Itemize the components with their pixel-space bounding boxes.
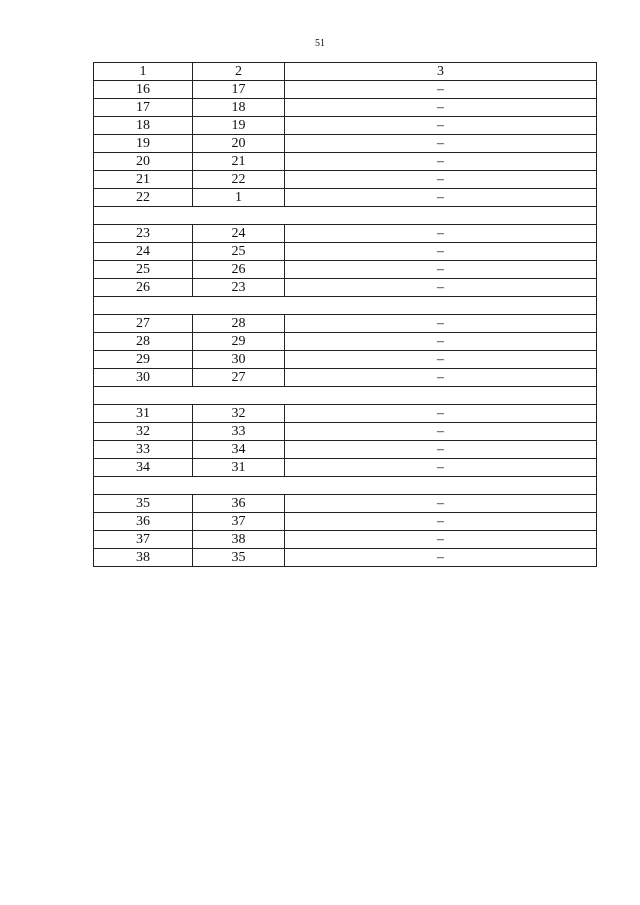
table-separator-cell [94,387,597,405]
table-header-row [94,63,597,81]
table-cell: 35 [94,495,193,513]
table-row [94,153,597,171]
table-row [94,225,597,243]
table-cell: 37 [193,513,285,531]
table-row [94,243,597,261]
table-group-separator-row [94,477,597,495]
table-cell: – [285,315,597,333]
table-header-cell: 1 [94,63,193,81]
table-row [94,315,597,333]
table-cell: 28 [193,315,285,333]
document-table [93,62,597,567]
table-cell: – [285,225,597,243]
table-cell: 25 [193,243,285,261]
table-cell: 18 [94,117,193,135]
table-cell: 20 [94,153,193,171]
table-cell: – [285,171,597,189]
table-cell: 23 [193,279,285,297]
table-cell: 34 [94,459,193,477]
table-cell: – [285,279,597,297]
table-cell: – [285,405,597,423]
table-header-cell: 2 [193,63,285,81]
table-cell: – [285,549,597,567]
table-cell: – [285,117,597,135]
table-cell: 19 [193,117,285,135]
table-row [94,171,597,189]
table-row [94,279,597,297]
table-cell: 36 [193,495,285,513]
table-cell: – [285,189,597,207]
table-separator-cell [94,297,597,315]
table-cell: 22 [94,189,193,207]
table-cell: – [285,513,597,531]
table-cell: 36 [94,513,193,531]
table-cell: – [285,423,597,441]
table-cell: 29 [193,333,285,351]
table-cell: 26 [94,279,193,297]
table-body [94,81,597,567]
table-group-separator-row [94,297,597,315]
table-cell: 38 [94,549,193,567]
table-row [94,423,597,441]
table-group-separator-row [94,387,597,405]
table-cell: 29 [94,351,193,369]
table-cell: 24 [193,225,285,243]
table-cell: 33 [193,423,285,441]
table-cell: – [285,99,597,117]
table-cell: – [285,135,597,153]
table-cell: – [285,351,597,369]
table-row [94,351,597,369]
table-cell: 30 [193,351,285,369]
table-cell: 27 [193,369,285,387]
table-cell: 33 [94,441,193,459]
table-cell: 22 [193,171,285,189]
table-cell: 38 [193,531,285,549]
table-row [94,369,597,387]
table-row [94,135,597,153]
document-table-container [93,62,596,567]
table-cell: – [285,531,597,549]
table-cell: 26 [193,261,285,279]
table-cell: – [285,369,597,387]
table-separator-cell [94,477,597,495]
page-number: 51 [315,38,325,49]
table-cell: 27 [94,315,193,333]
table-row [94,189,597,207]
table-header-cell: 3 [285,63,597,81]
table-cell: 19 [94,135,193,153]
table-row [94,459,597,477]
table-cell: 21 [94,171,193,189]
table-group-separator-row [94,207,597,225]
table-row [94,549,597,567]
table-cell: – [285,261,597,279]
table-cell: 17 [94,99,193,117]
table-cell: 24 [94,243,193,261]
table-cell: 25 [94,261,193,279]
table-cell: – [285,153,597,171]
table-row [94,513,597,531]
table-cell: 21 [193,153,285,171]
table-cell: 37 [94,531,193,549]
table-row [94,495,597,513]
table-separator-cell [94,207,597,225]
table-cell: – [285,243,597,261]
table-cell: – [285,333,597,351]
table-cell: 31 [94,405,193,423]
table-cell: 32 [193,405,285,423]
table-row [94,333,597,351]
table-cell: 30 [94,369,193,387]
table-cell: 17 [193,81,285,99]
table-cell: 31 [193,459,285,477]
table-cell: 16 [94,81,193,99]
table-row [94,117,597,135]
table-row [94,531,597,549]
table-cell: 32 [94,423,193,441]
table-cell: – [285,81,597,99]
table-row [94,405,597,423]
table-row [94,81,597,99]
table-cell: 1 [193,189,285,207]
table-row [94,261,597,279]
table-cell: 34 [193,441,285,459]
table-row [94,99,597,117]
table-cell: 18 [193,99,285,117]
table-cell: – [285,441,597,459]
table-cell: 35 [193,549,285,567]
table-cell: 20 [193,135,285,153]
table-cell: – [285,459,597,477]
table-cell: – [285,495,597,513]
table-cell: 28 [94,333,193,351]
table-row [94,441,597,459]
table-cell: 23 [94,225,193,243]
